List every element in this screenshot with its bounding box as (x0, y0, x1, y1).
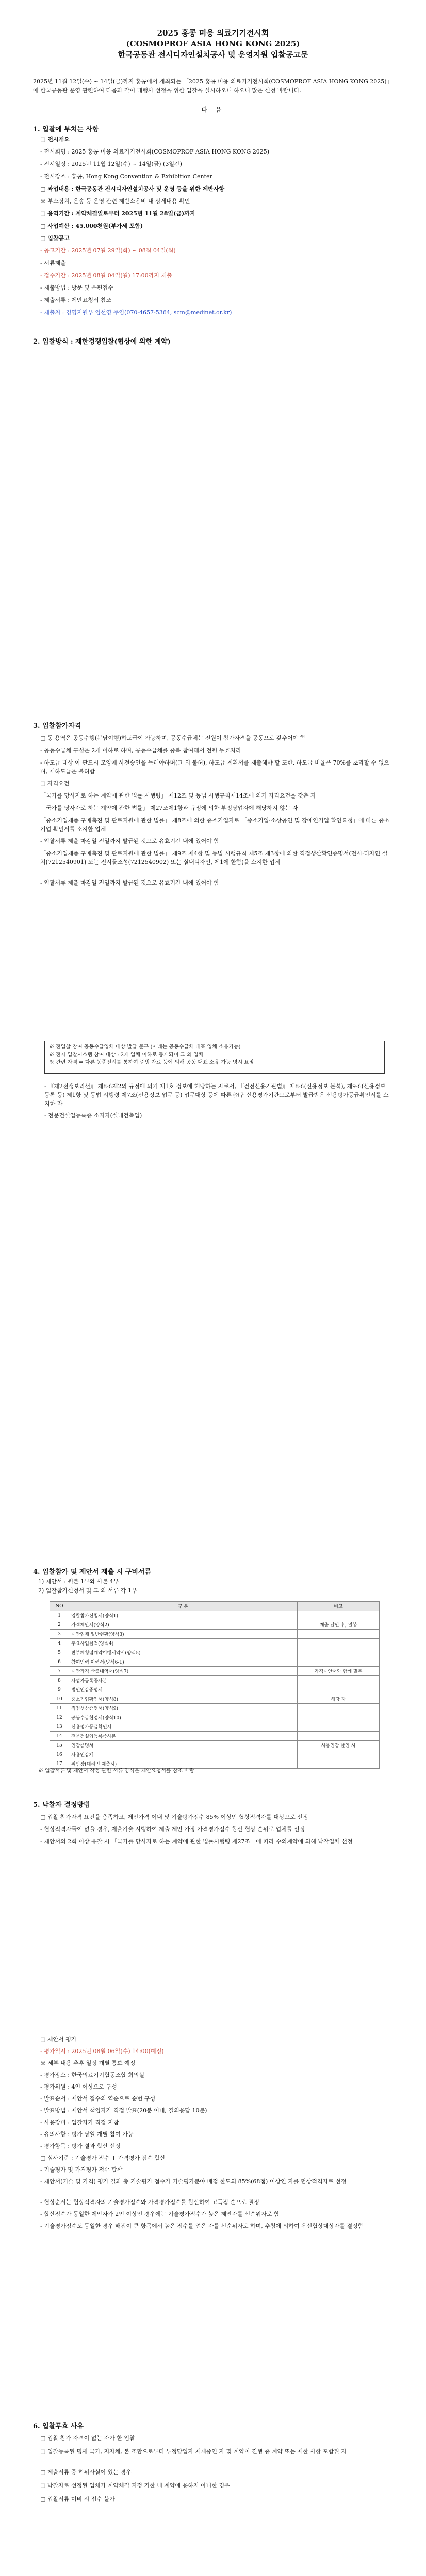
evaluation-line-9: - 유의사항 : 평가 당일 개별 참여 가능 (40, 2131, 134, 2138)
section-1-item-3: - 전시일정 : 2025년 11월 12일(수) ~ 14일(금) (3일간) (40, 161, 182, 167)
section-3-line-10: - 입찰서류 제출 마감일 전일까지 발급된 것으로 유효기간 내에 있어야 함 (40, 879, 219, 886)
table-cell: 중소기업확인서(양식8) (69, 1694, 298, 1704)
table-header-1: NO (50, 1602, 69, 1611)
table-row (50, 1713, 380, 1722)
section-3-after-line-2: - 전문건설업등록증 소지자(실내건축업) (44, 1112, 142, 1119)
table-cell: 사용인감계 (69, 1750, 298, 1759)
table-cell: 15 (50, 1741, 69, 1750)
section-1-item-11: - 서류제출 (40, 260, 66, 266)
table-cell (298, 1630, 380, 1639)
evaluation-line-13: - 제안서(기술 및 가격) 평가 결과 총 기술평가 점수가 기술평가분야 배점 한도의 85%(68점) 이상인 자를 협상적격자로 선정 (40, 2178, 347, 2185)
section-1-item-12: - 접수기간 : 2025년 08월 04일(월) 17:00까지 제출 (40, 272, 172, 279)
table-cell: 제출 날인 후, 밀봉 (298, 1620, 380, 1630)
evaluation-line-1: □ 제안서 평가 (40, 2036, 77, 2043)
table-cell: 공동수급협정서(양식10) (69, 1713, 298, 1722)
table-cell: 5 (50, 1648, 69, 1657)
table-cell (298, 1759, 380, 1769)
table-cell: 주요사업실적(양식4) (69, 1639, 298, 1648)
section-6-line-1: □ 입찰 참가 자격이 없는 자가 한 입찰 (40, 2435, 135, 2442)
evaluation-line-16: - 기술평가점수도 동일한 경우 배점이 큰 항목에서 높은 점수를 얻은 자를 선순위자로 하며, 추첨에 의하여 우선협상대상자를 결정함 (40, 2223, 364, 2229)
section-1-item-10: - 공고기간 : 2025년 07월 29일(화) ~ 08월 04일(월) (40, 247, 176, 254)
table-cell: 참여인력 이력서(양식6-1) (69, 1657, 298, 1667)
evaluation-line-8: - 사용장비 : 입찰자가 직접 지참 (40, 2119, 119, 2126)
table-cell: 직접생산증명서(양식9) (69, 1704, 298, 1713)
table-cell: 14 (50, 1732, 69, 1741)
table-cell: 반부패청렴계약이행서약서(양식5) (69, 1648, 298, 1657)
section-6-title: 6. 입찰무효 사유 (33, 2422, 84, 2430)
table-row (50, 1639, 380, 1648)
table-cell: 4 (50, 1639, 69, 1648)
section-1-item-5: □ 과업내용 : 한국공동관 전시디자인설치공사 및 운영 등을 위한 제반사항 (40, 185, 225, 192)
table-cell: 12 (50, 1713, 69, 1722)
table-cell: 전문건설업등록증사본 (69, 1732, 298, 1741)
table-row (50, 1648, 380, 1657)
evaluation-line-4: - 평가장소 : 한국의료기기협동조합 회의실 (40, 2072, 145, 2078)
section-5-title: 5. 낙찰자 결정방법 (33, 1801, 90, 1809)
title-line-1: 2025 홍콩 미용 의료기기전시회 (157, 28, 269, 38)
table-cell: 제안가격 산출내역서(양식7) (69, 1667, 298, 1676)
evaluation-line-2: - 평가일시 : 2025년 08월 06일(수) 14:00(예정) (40, 2048, 164, 2055)
section-4-title: 4. 입찰참가 및 제안서 제출 시 구비서류 (33, 1568, 152, 1576)
table-cell (298, 1676, 380, 1685)
table-cell: 6 (50, 1657, 69, 1667)
table-row (50, 1741, 380, 1750)
table-cell: 1 (50, 1611, 69, 1620)
table-cell (298, 1750, 380, 1759)
notice-box-line-2: ※ 전자 입찰시스템 참여 대상 : 2개 업체 이하로 등재되며 그 외 업체 (49, 1052, 204, 1058)
table-cell: 법인인감증명서 (69, 1685, 298, 1694)
table-cell: 13 (50, 1722, 69, 1732)
section-3-line-7: 「중소기업제품 구매촉진 및 판로지원에 관한 법률」 제8조에 의한 중소기업자로 「중소기업·소상공인 및 장애인기업 확인요청」에 따른 중소기업 확인서를 소지한 업체 (40, 817, 390, 833)
table-row (50, 1694, 380, 1704)
section-3-line-5: 「국가를 당사자로 하는 계약에 관한 법률 시행령」 제12조 및 동법 시행규칙제14조에 의거 자격요건을 갖춘 자 (40, 792, 316, 799)
table-row (50, 1676, 380, 1685)
table-header-2: 구 분 (69, 1602, 298, 1611)
divider-word: - 다 음 - (191, 106, 235, 113)
section-5-line-2: - 협상적격자들이 없을 경우, 제출기술 시행하여 제출 제안 가장 가격평가점수 합산 협상 순위로 업체를 선정 (40, 1826, 305, 1833)
section-1-item-9: □ 입찰공고 (40, 235, 70, 242)
section-4-note: ※ 입찰서류 및 제안서 작성 관련 서류 양식은 제안요청서를 참조 바람 (38, 1768, 194, 1774)
table-row (50, 1704, 380, 1713)
section-6-line-5: □ 입찰서류 미비 시 접수 불가 (40, 2496, 115, 2502)
section-1-item-7: □ 용역기간 : 계약체결일로부터 2025년 11월 28일(금)까지 (40, 210, 195, 217)
table-cell: 인감증명서 (69, 1741, 298, 1750)
section-3-after-line-1: - 『제2전생보리선』 제8조제2의 규정에 의거 제1호 정보에 해당하는 자로서, 『건전신용기관법』 제8조(신용정보 분석), 제9조(신용정보 등록 등) 제1항 및 동법 시행령 제7조(신용정보 업무 등) 업무대상 등에 따른 ㈜구 신용평가기관으로부터 발급받은 신용평가등급확인서를 소지한 자 (44, 1083, 389, 1107)
table-cell: 8 (50, 1676, 69, 1685)
section-3-line-4: □ 자격요건 (40, 780, 70, 787)
table-row (50, 1657, 380, 1667)
section-3-line-9: 「중소기업제품 구매촉진 및 판로지원에 관한 법률」 제9조 제4항 및 동법 시행규칙 제5조 제3항에 의한 직접생산확인증명서(전시·디자인 설치(7212540901) 또는 전시물조성(7212540902) 또는 실내디자인, 제1에 한함)을 소지한 업체 (40, 850, 388, 866)
notice-box (44, 1041, 385, 1074)
title-line-3: 한국공동관 전시디자인설치공사 및 운영지원 입찰공고문 (118, 50, 308, 59)
section-1-item-4: - 전시장소 : 홍콩, Hong Kong Convention & Exhibition Center (40, 173, 212, 180)
table-row (50, 1620, 380, 1630)
intro-paragraph: 2025년 11월 12일(수) ~ 14일(금)까지 홍콩에서 개최되는 「2025 홍콩 미용 의료기기전시회(COSMOPROF ASIA HONG KONG 2025)」에 한국공동관 운영 관련하여 다음과 같이 대행사 선정을 위한 입찰을 실시하오니 하오니 많은 신청 바랍니다. (33, 78, 392, 94)
table-row (50, 1732, 380, 1741)
section-3-line-2: - 공동수급체 구성은 2개 이하로 하며, 공동수급체를 중복 참여해서 전원 무효처리 (40, 747, 241, 754)
section-1-item-6: ※ 부스장치, 운송 등 운영 관련 제반소용비 내 상세내용 확인 (40, 198, 190, 205)
table-cell (298, 1648, 380, 1657)
section-3-line-3: - 하도급 대상 아 판드시 모양에 사전승인을 득해야하며(그 외 불허), 하도급 계획서를 제출해야 할 또한, 하도급 비율은 70%를 초과할 수 없으며, 재하도급은 불허함 (40, 759, 389, 775)
table-row (50, 1611, 380, 1620)
section-1-item-15: - 제출처 : 경영지원부 임선영 주임(070-4657-5364, scm@medinet.or.kr) (40, 309, 232, 316)
table-cell: 17 (50, 1759, 69, 1769)
evaluation-line-11: □ 심사기준 : 기술평가 점수 + 가격평가 점수 합산 (40, 2155, 166, 2161)
table-row (50, 1722, 380, 1732)
table-cell (298, 1611, 380, 1620)
table-cell: 사업자등록증사본 (69, 1676, 298, 1685)
evaluation-line-12: - 기술평가 및 가격평가 점수 합산 (40, 2166, 123, 2173)
title-box (27, 23, 399, 70)
evaluation-line-10: - 평가항목 : 평가 결과 합산 선정 (40, 2143, 121, 2149)
table-cell: 해당 자 (298, 1694, 380, 1704)
table-cell: 7 (50, 1667, 69, 1676)
evaluation-line-14: - 협상순서는 협상적격자의 기술평가점수와 가격평가점수를 합산하여 고득점 순으로 결정 (40, 2199, 259, 2206)
table-cell: 제안업체 일반현황(양식3) (69, 1630, 298, 1639)
table-cell (298, 1713, 380, 1722)
section-1-item-13: - 제출방법 : 방문 및 우편접수 (40, 284, 113, 291)
section-5-line-1: □ 입찰 참가자격 요건을 충족하고, 제안가격 이내 및 기술평가점수 85% 이상인 협상적격자를 대상으로 선정 (40, 1814, 308, 1820)
section-1-item-8: □ 사업예산 : 45,000천원(부가세 포함) (40, 223, 143, 229)
table-cell: 9 (50, 1685, 69, 1694)
section-4-line-2: 2) 입찰참가신청서 및 그 외 서류 각 1부 (38, 1587, 137, 1594)
evaluation-line-6: - 발표순서 : 제안서 접수의 역순으로 순번 구성 (40, 2095, 156, 2102)
section-6-line-4: □ 낙찰자로 선정된 업체가 계약체결 지정 기한 내 계약에 응하지 아니한 경우 (40, 2482, 230, 2489)
table-row (50, 1685, 380, 1694)
section-4-line-1: 1) 제안서 : 원본 1부와 사본 4부 (38, 1578, 119, 1585)
section-5-line-3: - 제안서의 2회 이상 유찰 시 「국가를 당사자로 하는 계약에 관한 법률시행령 제27조」에 따라 수의계약에 의해 낙찰업체 선정 (40, 1838, 353, 1845)
section-6-line-2: □ 입찰등록된 명세 국가, 지자체, 본 조합으로부터 부정당업자 제재중인 자 및 계약이 진행 중 계약 또는 제한 사항 포함된 자 (40, 2448, 347, 2455)
section-3-line-8: - 입찰서류 제출 마감일 전일까지 발급된 것으로 유효기간 내에 있어야 함 (40, 838, 219, 844)
notice-box-line-1: ※ 전입찰 참여 공동수급업체 대상 발급 문구 (아래는 공동수급체 대표 업체 소유가능) (49, 1044, 241, 1050)
section-2-title: 2. 입찰방식 : 제한경쟁입찰(협상에 의한 계약) (33, 338, 171, 346)
title-line-2: (COSMOPROF ASIA HONG KONG 2025) (126, 39, 300, 48)
table-row (50, 1750, 380, 1759)
table-header-3: 비고 (298, 1602, 380, 1611)
section-3-line-1: □ 동 용역은 공동수행(분담이행)하도급이 가능하며, 공동수급체는 전원이 참가자격을 공동으로 갖추어야 함 (40, 735, 306, 741)
table-row (50, 1667, 380, 1676)
documents-table (50, 1601, 380, 1769)
table-cell: 3 (50, 1630, 69, 1639)
evaluation-line-5: - 평가위원 : 4인 이상으로 구성 (40, 2083, 117, 2090)
table-cell: 11 (50, 1704, 69, 1713)
notice-box-line-3: ※ 관련 자격 ⇒ 다른 동종전시를 통하여 증빙 자료 등에 의해 공동 대표 소유 가능 명시 요망 (49, 1060, 254, 1065)
table-cell (298, 1704, 380, 1713)
section-3-title: 3. 입찰참가자격 (33, 722, 81, 730)
section-3-line-6: 「국가를 당사자로 하는 계약에 관한 법률」 제27조제1항과 규정에 의한 부정당업자에 해당하지 않는 자 (40, 805, 298, 811)
table-cell (298, 1657, 380, 1667)
table-cell: 10 (50, 1694, 69, 1704)
section-1-title: 1. 입찰에 부치는 사항 (33, 126, 99, 133)
table-cell (298, 1685, 380, 1694)
evaluation-line-7: - 발표방법 : 제안서 책임자가 직접 발표(20분 이내, 질의응답 10분) (40, 2107, 207, 2114)
table-cell (298, 1722, 380, 1732)
table-cell: 가격제안서(양식2) (69, 1620, 298, 1630)
table-cell: 입찰참가신청서(양식1) (69, 1611, 298, 1620)
table-cell: 2 (50, 1620, 69, 1630)
section-1-item-14: - 제출서류 : 제안요청서 참조 (40, 297, 112, 303)
evaluation-line-15: - 합산점수가 동일한 제안자가 2인 이상인 경우에는 기술평가점수가 높은 제안자를 선순위자로 함 (40, 2211, 280, 2217)
table-row (50, 1630, 380, 1639)
table-cell (298, 1639, 380, 1648)
table-cell: 가격제안서와 함께 밀봉 (298, 1667, 380, 1676)
section-1-item-1: □ 전시개요 (40, 136, 70, 143)
section-1-item-2: - 전시회명 : 2025 홍콩 미용 의료기기전시회(COSMOPROF ASIA HONG KONG 2025) (40, 148, 270, 155)
table-cell (298, 1732, 380, 1741)
table-cell: 16 (50, 1750, 69, 1759)
table-cell: 신용평가등급확인서 (69, 1722, 298, 1732)
table-cell: 사용인감 날인 시 (298, 1741, 380, 1750)
section-6-line-3: □ 제출서류 중 허위사실이 있는 경우 (40, 2469, 132, 2476)
evaluation-line-3: ※ 세부 내용 추후 일정 개별 통보 예정 (40, 2060, 136, 2066)
table-cell: 위임장(대리인 제출시) (69, 1759, 298, 1769)
